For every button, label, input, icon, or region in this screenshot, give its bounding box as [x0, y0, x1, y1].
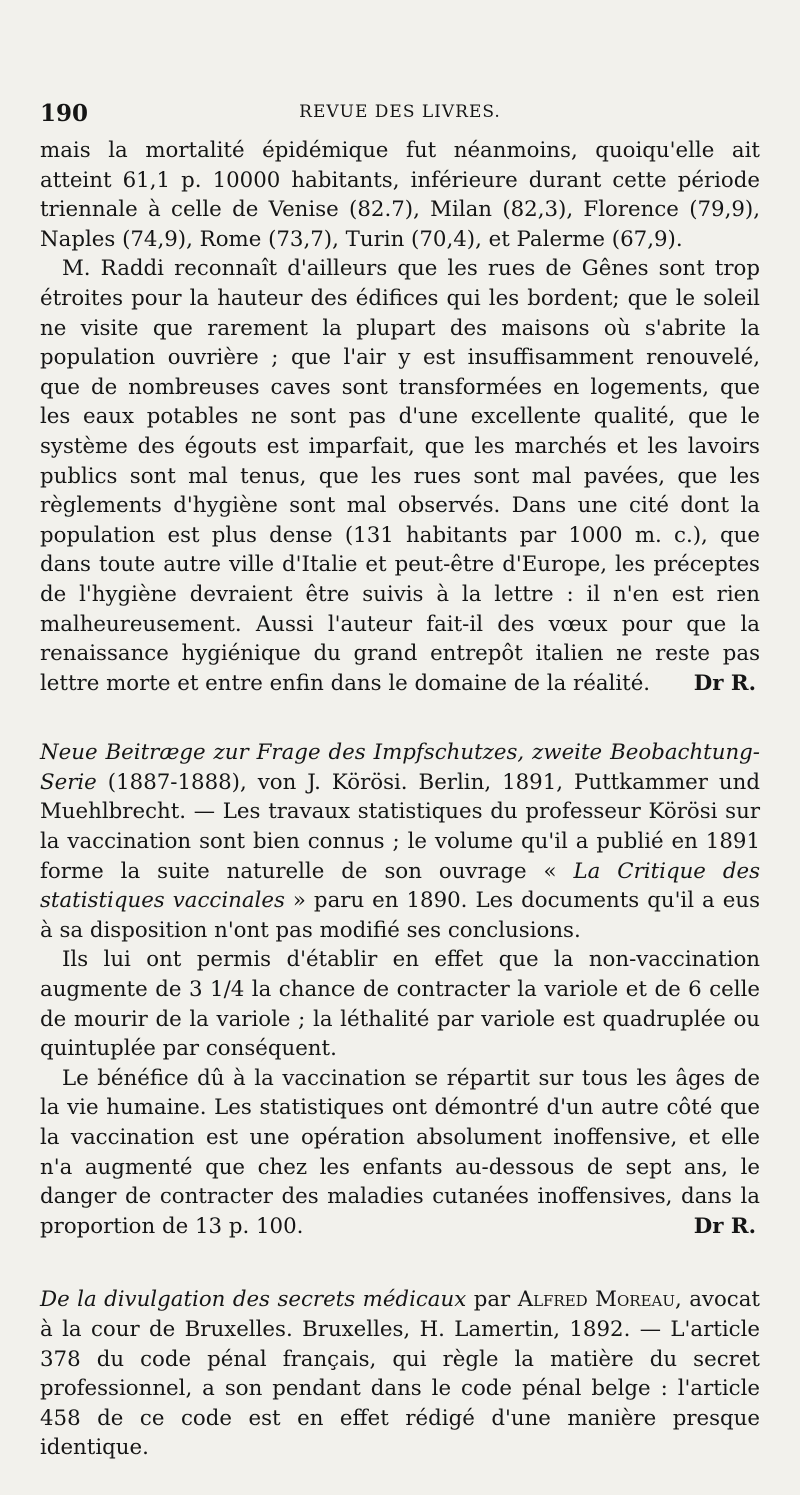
author-name: Alfred Moreau — [517, 1287, 675, 1313]
review-korosi — [40, 738, 760, 1241]
paragraph — [40, 1064, 760, 1242]
review-moreau — [40, 1285, 760, 1463]
paragraph — [40, 738, 760, 945]
paragraph-text: Le bénéfice dû à la vaccination se répartit sur tous les âges de la vie humaine. Les statistiques ont démontré d'un autre côté que la vaccination est une opération absolument inoffensive, et elle n'a augmenté que chez les enfants au-dessous de sept ans, le danger de contracter des maladies cutanées inoffensives, dans la proportion de 13 p. 100. — [40, 1065, 760, 1239]
book-title: Neue Beitræge zur Frage des Impfschutzes, zweite Beobachtung-Serie — [40, 740, 760, 795]
book-title: De la divulgation des secrets médicaux — [40, 1287, 467, 1313]
paragraph-text: » paru en 1890. Les documents qu'il a eus à sa disposition n'ont pas modifié ses conclusions. — [40, 888, 761, 943]
signature: Dr R. — [693, 670, 756, 696]
signature: Dr R. — [693, 1213, 756, 1239]
paragraph-text: , avocat à la cour de Bruxelles. Bruxelles, H. Lamertin, 1892. — L'article 378 du code pénal français, qui règle la matière du secret professionnel, a son pendant dans le code pénal belge : l'article 458 de ce code est en effet rédigé d'une manière presque identique. — [40, 1287, 760, 1461]
review-raddi — [40, 136, 760, 698]
cited-work: La Critique des statistiques vaccinales — [40, 858, 761, 914]
paragraph — [40, 1285, 760, 1463]
paragraph — [40, 254, 760, 698]
page-header — [40, 100, 760, 136]
paragraph-text: M. Raddi reconnaît d'ailleurs que les rues de Gênes sont trop étroites pour la hauteur des édifices qui les bordent; que le soleil ne visite que rarement la plupart des maisons où s'abrite la population ouvrière ; que l'air y est insuffisamment renouvelé, que de nombreuses caves sont transformées en logements, que les eaux potables ne sont pas d'une excellente qualité, que le système des égouts est imparfait, que les marchés et les lavoirs publics sont mal tenus, que les rues sont mal pavées, que les règlements d'hygiène sont mal observés. Dans une cité dont la population est plus dense (131 habitants par 1000 m. c.), que dans toute autre ville d'Italie et peut-être d'Europe, les préceptes de l'hygiène devraient être suivis à la lettre : il n'en est rien malheureusement. Aussi l'auteur fait-il des vœux pour que la renaissance hygiénique du grand entrepôt italien ne reste pas lettre morte et entre enfin dans le domaine de la réalité. — [40, 256, 760, 696]
running-title: REVUE DES LIVRES. — [299, 102, 501, 122]
page-number: 190 — [40, 100, 89, 127]
paragraph: mais la mortalité épidémique fut néanmoins, quoiqu'elle ait atteint 61,1 p. 10000 habitants, inférieure durant cette période triennale à celle de Venise (82.7), Milan (82,3), Florence (79,9), Naples (74,9), Rome (73,7), Turin (70,4), et Palerme (67,9). — [40, 138, 760, 252]
paragraph-text: (1887-1888), von J. Körösi. Berlin, 1891, Puttkammer und Muehlbrecht. — Les travaux statistiques du professeur Körösi sur la vaccination sont bien connus ; le volume qu'il a publié en 1891 forme la suite naturelle de son ouvrage « — [40, 769, 760, 884]
author-prefix: par — [473, 1287, 511, 1313]
paragraph: Ils lui ont permis d'établir en effet que la non-vaccination augmente de 3 1/4 la chance de contracter la variole et de 6 celle de mourir de la variole ; la léthalité par variole est quadruplée ou quintuplée par conséquent. — [40, 947, 760, 1062]
